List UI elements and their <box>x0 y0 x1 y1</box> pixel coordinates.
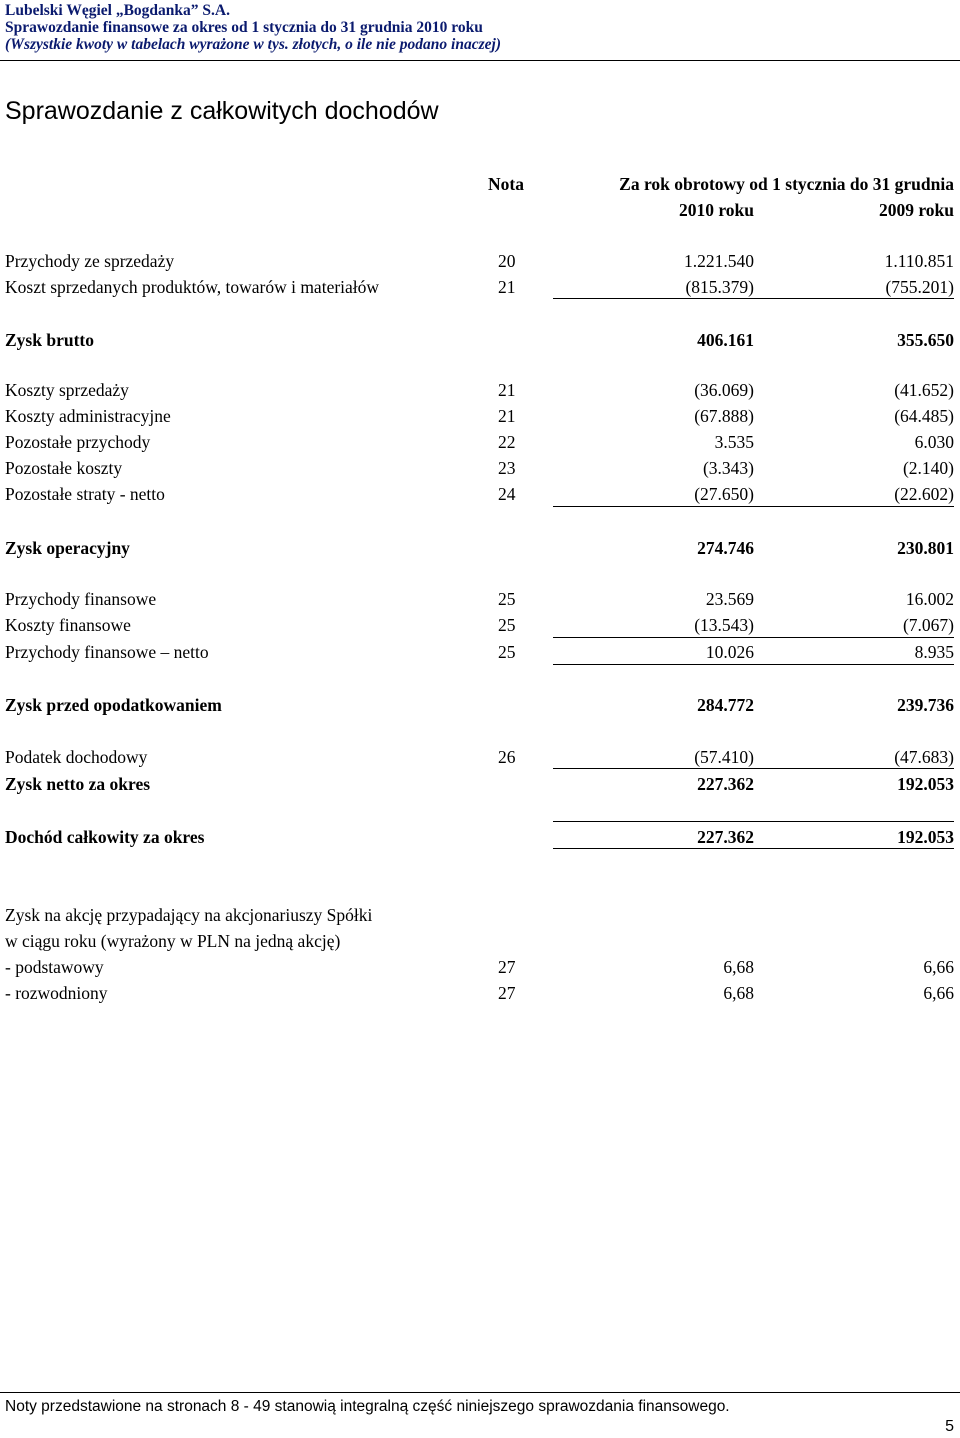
row-value-2009: (755.201) <box>885 277 954 297</box>
document-header <box>5 2 960 53</box>
row-label-zysk-brutto: Zysk brutto <box>5 330 94 350</box>
eps-row-value-2010: 6,68 <box>723 957 754 977</box>
subtotal-rule <box>553 506 755 507</box>
row-label-przychody-finansowe-netto: Przychody finansowe – netto <box>5 642 209 662</box>
subtotal-rule <box>753 506 954 507</box>
currency-note: (Wszystkie kwoty w tabelach wyrażone w tys. złotych, o ile nie podano inaczej) <box>5 36 501 53</box>
subtotal-rule <box>753 637 954 638</box>
eps-row-value-2010: 6,68 <box>723 983 754 1003</box>
eps-row-value-2009: 6,66 <box>923 983 954 1003</box>
row-nota: 21 <box>498 277 516 297</box>
row-value-2009: (41.652) <box>894 380 954 400</box>
eps-row-label-diluted: - rozwodniony <box>5 983 108 1003</box>
eps-heading-line1: Zysk na akcję przypadający na akcjonariuszy Spółki <box>5 905 373 925</box>
row-label-pozostale-koszty: Pozostałe koszty <box>5 458 123 478</box>
row-value-2010: 227.362 <box>697 827 754 847</box>
page-title: Sprawozdanie z całkowitych dochodów <box>5 97 439 125</box>
eps-row-nota: 27 <box>498 957 516 977</box>
report-title: Sprawozdanie finansowe za okres od 1 stycznia do 31 grudnia 2010 roku <box>5 19 483 36</box>
row-label-koszt-sprzedanych: Koszt sprzedanych produktów, towarów i materiałów <box>5 277 380 297</box>
row-nota: 26 <box>498 747 516 767</box>
subtotal-rule <box>753 664 954 665</box>
subtotal-rule <box>753 298 954 299</box>
row-value-2010: (67.888) <box>694 406 754 426</box>
row-value-2010: (36.069) <box>694 380 754 400</box>
row-label-przychody-finansowe: Przychody finansowe <box>5 589 157 609</box>
row-value-2009: 16.002 <box>905 589 954 609</box>
subtotal-rule <box>553 768 755 769</box>
row-value-2010: 274.746 <box>697 538 754 558</box>
row-value-2009: 1.110.851 <box>884 251 954 271</box>
row-value-2010: 406.161 <box>697 330 754 350</box>
row-label-pozostale-straty: Pozostałe straty - netto <box>5 484 165 504</box>
row-label-koszty-administracyjne: Koszty administracyjne <box>5 406 171 426</box>
row-label-zysk-netto: Zysk netto za okres <box>5 774 151 794</box>
row-label-zysk-przed-opodatkowaniem: Zysk przed opodatkowaniem <box>5 695 222 715</box>
row-value-2010: 1.221.540 <box>684 251 754 271</box>
row-value-2009: (22.602) <box>894 484 954 504</box>
row-value-2010: 10.026 <box>705 642 754 662</box>
total-rule <box>553 848 755 849</box>
eps-heading-line2: w ciągu roku (wyrażony w PLN na jedną akcję) <box>5 931 341 951</box>
total-rule <box>753 848 954 849</box>
row-nota: 25 <box>498 615 516 635</box>
column-header-year2: 2009 roku <box>878 200 954 220</box>
row-nota: 25 <box>498 642 516 662</box>
row-value-2009: (64.485) <box>894 406 954 426</box>
row-value-2009: (2.140) <box>902 458 954 478</box>
header-divider <box>0 60 960 61</box>
eps-row-nota: 27 <box>498 983 516 1003</box>
row-value-2009: 192.053 <box>897 774 954 794</box>
footer-note: Noty przedstawione na stronach 8 - 49 stanowią integralną część niniejszego sprawozdania finansowego. <box>5 1398 730 1415</box>
company-name: Lubelski Węgiel „Bogdanka” S.A. <box>5 2 230 19</box>
row-value-2009: 192.053 <box>897 827 954 847</box>
row-value-2009: 239.736 <box>897 695 954 715</box>
row-value-2010: 227.362 <box>697 774 754 794</box>
row-value-2010: 23.569 <box>705 589 754 609</box>
subtotal-rule <box>553 637 755 638</box>
row-label-koszty-finansowe: Koszty finansowe <box>5 615 131 635</box>
row-value-2009: (7.067) <box>902 615 954 635</box>
row-label-koszty-sprzedazy: Koszty sprzedaży <box>5 380 129 400</box>
row-value-2010: (13.543) <box>694 615 754 635</box>
row-value-2010: (27.650) <box>694 484 754 504</box>
row-value-2009: 355.650 <box>897 330 954 350</box>
footer-divider <box>0 1392 960 1393</box>
column-header-year1: 2010 roku <box>678 200 754 220</box>
row-value-2010: 284.772 <box>697 695 754 715</box>
eps-row-label-basic: - podstawowy <box>5 957 104 977</box>
row-value-2009: 6.030 <box>914 432 954 452</box>
subtotal-rule <box>553 664 755 665</box>
eps-row-value-2009: 6,66 <box>923 957 954 977</box>
total-rule <box>753 821 954 822</box>
row-value-2010: (57.410) <box>694 747 754 767</box>
page-number: 5 <box>945 1418 954 1435</box>
row-value-2009: 230.801 <box>897 538 954 558</box>
row-value-2010: 3.535 <box>714 432 754 452</box>
column-header-period: Za rok obrotowy od 1 stycznia do 31 grudnia <box>619 174 954 194</box>
row-label-dochod-calkowity: Dochód całkowity za okres <box>5 827 205 847</box>
total-rule <box>553 821 755 822</box>
row-label-pozostale-przychody: Pozostałe przychody <box>5 432 151 452</box>
row-value-2010: (3.343) <box>702 458 754 478</box>
subtotal-rule <box>753 768 954 769</box>
row-nota: 22 <box>498 432 516 452</box>
row-label-podatek-dochodowy: Podatek dochodowy <box>5 747 148 767</box>
column-header-nota: Nota <box>488 174 524 194</box>
subtotal-rule <box>553 298 755 299</box>
row-label-zysk-operacyjny: Zysk operacyjny <box>5 538 130 558</box>
row-nota: 24 <box>498 484 516 504</box>
row-nota: 21 <box>498 406 516 426</box>
row-nota: 21 <box>498 380 516 400</box>
row-label-przychody-ze-sprzedazy: Przychody ze sprzedaży <box>5 251 175 271</box>
row-value-2009: 8.935 <box>914 642 954 662</box>
row-nota: 23 <box>498 458 516 478</box>
row-value-2010: (815.379) <box>685 277 754 297</box>
row-nota: 20 <box>498 251 516 271</box>
row-value-2009: (47.683) <box>894 747 954 767</box>
row-nota: 25 <box>498 589 516 609</box>
